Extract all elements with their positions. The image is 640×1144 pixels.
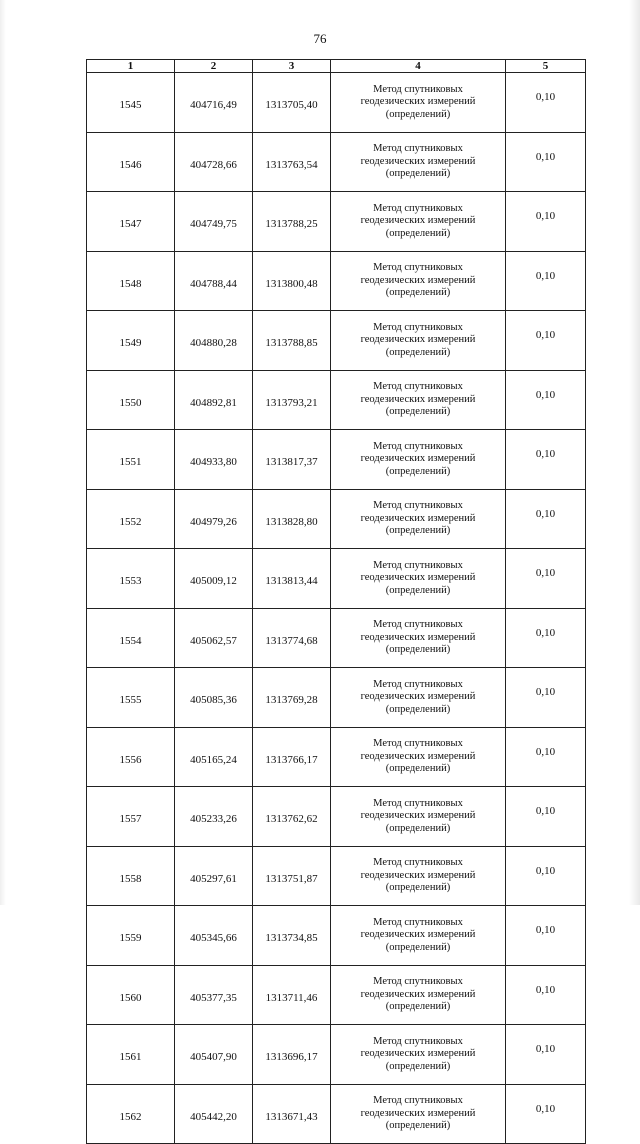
method-line-1: Метод спутниковых: [373, 143, 463, 154]
table-row: [87, 489, 586, 549]
method-line-1: Метод спутниковых: [373, 1035, 463, 1047]
coord-y: 1313671,43: [253, 1084, 331, 1144]
accuracy-value: 0,10: [506, 727, 586, 787]
method-line-1: Метод спутниковых: [373, 202, 463, 214]
method-cell: [331, 846, 506, 906]
method-cell: [331, 965, 506, 1025]
method-cell: [331, 251, 506, 311]
method-line-3: (определений): [385, 1120, 451, 1131]
method-line-1: Метод спутниковых: [373, 321, 463, 333]
table-row: [87, 251, 586, 311]
method-line-3: (определений): [385, 108, 451, 120]
method-line-1: Метод спутниковых: [373, 738, 463, 749]
coord-x: 405407,90: [175, 1025, 253, 1085]
method-line-1: Метод спутниковых: [373, 500, 463, 511]
table-row: [87, 430, 586, 490]
table-row: [87, 965, 586, 1025]
point-number: 1559: [87, 906, 175, 966]
method-line-1: Метод спутниковых: [373, 678, 463, 690]
coord-y: 1313751,87: [253, 846, 331, 906]
scan-edge-left: [0, 0, 6, 905]
coord-y: 1313734,85: [253, 906, 331, 966]
table-row: [87, 668, 586, 728]
accuracy-value: 0,10: [506, 489, 586, 549]
accuracy-value: 0,10: [506, 311, 586, 371]
method-line-3: (определений): [385, 1060, 451, 1072]
method-cell: [331, 549, 506, 609]
header-col-3: 3: [253, 60, 331, 73]
method-line-1: Метод спутниковых: [373, 559, 463, 571]
coord-y: 1313788,25: [253, 192, 331, 252]
accuracy-value: 0,10: [506, 549, 586, 609]
method-cell: [331, 608, 506, 668]
coord-x: 405009,12: [175, 549, 253, 609]
coord-y: 1313800,48: [253, 251, 331, 311]
method-cell: [331, 489, 506, 549]
method-line-3: (определений): [385, 465, 451, 477]
method-line-2: геодезических измерений: [360, 929, 476, 940]
page-number: 76: [313, 31, 327, 46]
point-number: 1560: [87, 965, 175, 1025]
method-line-1: Метод спутниковых: [373, 857, 463, 868]
method-line-3: (определений): [385, 346, 451, 358]
coord-y: 1313817,37: [253, 430, 331, 490]
accuracy-value: 0,10: [506, 73, 586, 133]
method-line-2: геодезических измерений: [360, 215, 476, 226]
coord-y: 1313763,54: [253, 132, 331, 192]
coord-y: 1313788,85: [253, 311, 331, 371]
coord-x: 404788,44: [175, 251, 253, 311]
table-row: [87, 311, 586, 371]
method-line-2: геодезических измерений: [360, 988, 476, 1000]
accuracy-value: 0,10: [506, 608, 586, 668]
accuracy-value: 0,10: [506, 251, 586, 311]
method-line-3: (определений): [385, 287, 451, 298]
table-row: [87, 192, 586, 252]
point-number: 1549: [87, 311, 175, 371]
accuracy-value: 0,10: [506, 370, 586, 430]
header-col-2: 2: [175, 60, 253, 73]
accuracy-value: 0,10: [506, 668, 586, 728]
coord-y: 1313774,68: [253, 608, 331, 668]
table-header: [87, 60, 586, 73]
method-line-1: Метод спутниковых: [373, 916, 463, 928]
coord-y: 1313766,17: [253, 727, 331, 787]
coord-y: 1313793,21: [253, 370, 331, 430]
coord-x: 405233,26: [175, 787, 253, 847]
header-col-5: 5: [506, 60, 586, 73]
coord-x: 405442,20: [175, 1084, 253, 1144]
scan-edge-right: [629, 0, 640, 905]
accuracy-value: 0,10: [506, 906, 586, 966]
table-body: [87, 73, 586, 1144]
table-row: [87, 132, 586, 192]
point-number: 1550: [87, 370, 175, 430]
point-number: 1546: [87, 132, 175, 192]
coord-x: 405345,66: [175, 906, 253, 966]
method-line-2: геодезических измерений: [360, 96, 476, 107]
method-line-2: геодезических измерений: [360, 810, 476, 821]
coord-y: 1313762,62: [253, 787, 331, 847]
coord-x: 404880,28: [175, 311, 253, 371]
method-line-2: геодезических измерений: [360, 274, 476, 286]
method-line-1: Метод спутниковых: [373, 440, 463, 452]
coord-x: 404933,80: [175, 430, 253, 490]
method-line-1: Метод спутниковых: [373, 976, 463, 987]
method-line-2: геодезических измерений: [360, 155, 476, 167]
method-line-2: геодезических измерений: [360, 1107, 476, 1119]
method-cell: [331, 132, 506, 192]
method-line-2: геодезических измерений: [360, 572, 476, 583]
method-cell: [331, 1025, 506, 1085]
coord-x: 404979,26: [175, 489, 253, 549]
accuracy-value: 0,10: [506, 846, 586, 906]
method-line-2: геодезических измерений: [360, 334, 476, 345]
method-line-1: Метод спутниковых: [373, 1095, 463, 1106]
method-line-2: геодезических измерений: [360, 512, 476, 524]
method-line-1: Метод спутниковых: [373, 619, 463, 630]
accuracy-value: 0,10: [506, 1025, 586, 1085]
method-line-1: Метод спутниковых: [373, 83, 463, 95]
table-row: [87, 1084, 586, 1144]
method-line-2: геодезических измерений: [360, 453, 476, 464]
method-cell: [331, 311, 506, 371]
method-line-3: (определений): [385, 227, 451, 239]
table-row: [87, 846, 586, 906]
method-line-3: (определений): [385, 525, 451, 536]
method-line-3: (определений): [385, 584, 451, 596]
method-line-1: Метод спутниковых: [373, 797, 463, 809]
accuracy-value: 0,10: [506, 132, 586, 192]
coord-x: 404749,75: [175, 192, 253, 252]
header-row: [87, 60, 586, 73]
method-cell: [331, 370, 506, 430]
method-cell: [331, 906, 506, 966]
coord-x: 404728,66: [175, 132, 253, 192]
method-line-2: геодезических измерений: [360, 1048, 476, 1059]
method-cell: [331, 668, 506, 728]
point-number: 1548: [87, 251, 175, 311]
method-line-3: (определений): [385, 168, 451, 179]
point-number: 1553: [87, 549, 175, 609]
accuracy-value: 0,10: [506, 1084, 586, 1144]
method-line-2: геодезических измерений: [360, 691, 476, 702]
method-line-3: (определений): [385, 644, 451, 655]
accuracy-value: 0,10: [506, 787, 586, 847]
method-cell: [331, 73, 506, 133]
method-line-2: геодезических измерений: [360, 750, 476, 762]
table-row: [87, 1025, 586, 1085]
point-number: 1555: [87, 668, 175, 728]
table-row: [87, 370, 586, 430]
method-cell: [331, 727, 506, 787]
point-number: 1552: [87, 489, 175, 549]
coord-y: 1313711,46: [253, 965, 331, 1025]
point-number: 1551: [87, 430, 175, 490]
accuracy-value: 0,10: [506, 965, 586, 1025]
coord-y: 1313705,40: [253, 73, 331, 133]
method-line-1: Метод спутниковых: [373, 381, 463, 392]
coordinates-table: [86, 59, 586, 1144]
accuracy-value: 0,10: [506, 192, 586, 252]
method-cell: [331, 430, 506, 490]
method-line-1: Метод спутниковых: [373, 262, 463, 273]
coord-x: 405297,61: [175, 846, 253, 906]
method-cell: [331, 787, 506, 847]
coord-x: 405085,36: [175, 668, 253, 728]
coord-x: 405377,35: [175, 965, 253, 1025]
method-line-3: (определений): [385, 882, 451, 893]
point-number: 1545: [87, 73, 175, 133]
table-row: [87, 727, 586, 787]
point-number: 1547: [87, 192, 175, 252]
point-number: 1562: [87, 1084, 175, 1144]
method-line-2: геодезических измерений: [360, 869, 476, 881]
table-row: [87, 787, 586, 847]
point-number: 1557: [87, 787, 175, 847]
method-cell: [331, 192, 506, 252]
table-row: [87, 73, 586, 133]
point-number: 1556: [87, 727, 175, 787]
method-line-3: (определений): [385, 1001, 451, 1012]
point-number: 1558: [87, 846, 175, 906]
method-line-3: (определений): [385, 941, 451, 953]
coord-x: 405062,57: [175, 608, 253, 668]
method-line-3: (определений): [385, 822, 451, 834]
table-row: [87, 906, 586, 966]
coord-y: 1313828,80: [253, 489, 331, 549]
coord-y: 1313769,28: [253, 668, 331, 728]
method-line-3: (определений): [385, 763, 451, 774]
coord-y: 1313813,44: [253, 549, 331, 609]
method-line-3: (определений): [385, 703, 451, 715]
header-col-1: 1: [87, 60, 175, 73]
coord-x: 405165,24: [175, 727, 253, 787]
header-col-4: 4: [331, 60, 506, 73]
method-line-2: геодезических измерений: [360, 393, 476, 405]
method-line-2: геодезических измерений: [360, 631, 476, 643]
coord-x: 404716,49: [175, 73, 253, 133]
method-cell: [331, 1084, 506, 1144]
table-row: [87, 608, 586, 668]
point-number: 1561: [87, 1025, 175, 1085]
point-number: 1554: [87, 608, 175, 668]
method-line-3: (определений): [385, 406, 451, 417]
coord-y: 1313696,17: [253, 1025, 331, 1085]
table-row: [87, 549, 586, 609]
accuracy-value: 0,10: [506, 430, 586, 490]
coord-x: 404892,81: [175, 370, 253, 430]
